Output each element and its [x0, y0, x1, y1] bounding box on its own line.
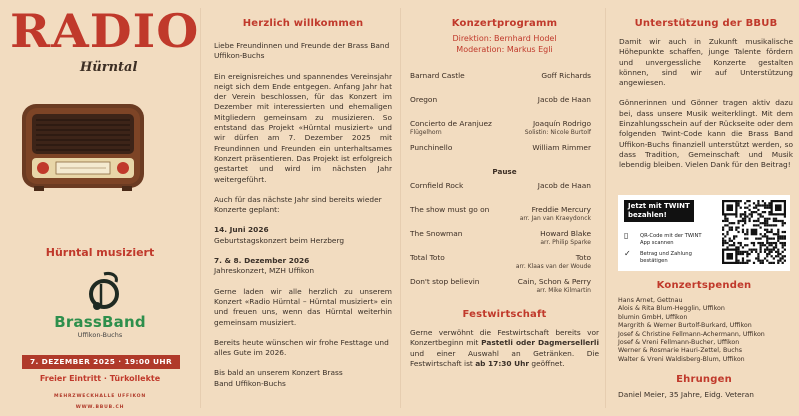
- composer-name: Jacob de Haan: [537, 95, 591, 104]
- program-part-2: [410, 181, 599, 301]
- piece-title: [410, 119, 492, 136]
- program-panel: [400, 0, 605, 416]
- composer-name: Howard Blake: [540, 229, 591, 238]
- composer-name: Cain, Schon & Perry: [517, 277, 591, 286]
- piece-title: [410, 277, 480, 286]
- piece-name: Oregon: [410, 95, 438, 104]
- piece-composer: [538, 181, 591, 190]
- fest-food: Pastetli oder Dagmersellerli: [481, 338, 599, 348]
- piece-name: Punchinello: [410, 143, 453, 152]
- piece-title: [410, 95, 437, 104]
- program-item: [410, 253, 599, 277]
- honors-title: Ehrungen: [676, 374, 732, 386]
- event-2-date: 7. & 8. Dezember 2026: [214, 256, 310, 266]
- piece-title: [410, 229, 462, 238]
- piece-composer: [520, 205, 591, 222]
- piece-composer: [538, 95, 591, 104]
- fest-time: ab 17:30 Uhr: [475, 358, 530, 368]
- donor-item: Josef & Christine Fellmann-Achermann, Uffikon: [618, 330, 765, 338]
- support-paragraph-1: Damit wir auch in Zukunft musikalische Höhepunkte schaffen, junge Talente fördern und unvergessliche Konzerte gestalten können, sind wir auf Unterstützung angewiesen.: [619, 37, 793, 88]
- piece-composer: [532, 143, 591, 152]
- piece-name: Barnard Castle: [410, 71, 465, 80]
- piece-composer: [518, 277, 591, 294]
- arranger-name: Solistin: Nicole Burtolf: [524, 129, 591, 136]
- donations-section: [618, 280, 790, 401]
- event-1-date: 14. Juni 2026: [214, 225, 269, 235]
- festwirtschaft-title: Festwirtschaft: [462, 309, 547, 320]
- program-item: [410, 95, 599, 119]
- checkmark-icon: ✓: [624, 249, 631, 258]
- arranger-name: arr. Klaas van der Woude: [515, 263, 591, 270]
- piece-composer: [516, 253, 591, 270]
- program-item: [410, 181, 599, 205]
- program-item: [410, 229, 599, 253]
- welcome-paragraph-2: Auch für das nächste Jahr sind bereits wieder Konzerte geplant:: [214, 194, 382, 215]
- piece-title: [410, 143, 452, 152]
- welcome-salutation: Liebe Freundinnen und Freunde der Brass Band Uffikon-Buchs: [214, 41, 390, 61]
- piece-name: The Snowman: [410, 229, 463, 238]
- program-item: [410, 277, 599, 301]
- moderation-text: Moderation: Markus Egli: [456, 45, 553, 54]
- donor-item: Werner & Rosmarie Hauri-Zettel, Buchs: [618, 347, 743, 355]
- twint-title-line-1: Jetzt mit TWINT: [628, 202, 690, 210]
- twint-step-2-text: Betrag und Zahlung bestätigen: [640, 251, 692, 264]
- twint-title: [624, 200, 694, 222]
- composer-name: Jacob de Haan: [537, 181, 591, 190]
- event-2-desc: Jahreskonzert, MZH Uffikon: [214, 266, 315, 276]
- donor-item: blumin GmbH, Uffikon: [618, 313, 688, 321]
- project-title: Hürntal musiziert: [45, 246, 155, 259]
- program-item: [410, 143, 599, 167]
- composer-name: Freddie Mercury: [531, 205, 591, 214]
- welcome-paragraph-1: Ein ereignisreiches und spannendes Vereinsjahr neigt sich dem Ende entgegen. Anfang Jahr hat der Verein beschlossen, für das Konzert im Dezember mit interessierten und ehemaligen Mitgliedern gemeinsam zu musizieren. So entstand das Projekt «Hürntal musiziert» und wir dürfen am 7. Dezember 2025 mit Freundinnen und Freunden ein unterhaltsames Konzert präsentieren. Das Projekt ist erfolgreich gestartet und wird im nächsten Jahr weitergeführt.: [214, 71, 392, 184]
- composer-name: Joaquín Rodrigo: [532, 119, 591, 128]
- composer-name: Toto: [575, 253, 591, 262]
- donor-item: Hans Arnet, Gettnau: [618, 297, 683, 304]
- radio-logo-title: RADIO: [10, 4, 200, 58]
- donor-item: Josef & Vreni Fellmann-Bucher, Uffikon: [618, 339, 740, 347]
- website-link[interactable]: WWW.BBUB.CH: [75, 405, 125, 410]
- event-1-desc: Geburtstagskonzert beim Herzberg: [214, 235, 345, 245]
- donations-title: Konzertspenden: [656, 280, 752, 291]
- welcome-paragraph-4: Bereits heute wünschen wir frohe Festtage und alles Gute im 2026.: [214, 337, 389, 358]
- free-entry-text: Freier Eintritt · Türkollekte: [39, 374, 161, 383]
- piece-title: [410, 181, 463, 190]
- piece-name: Total Toto: [410, 253, 445, 262]
- radio-logo-subtitle: Hürntal: [80, 60, 138, 75]
- program-item: [410, 119, 599, 143]
- twint-step-1-text: QR-Code mit der TWINT App scannen: [640, 233, 702, 246]
- composer-name: Goff Richards: [541, 71, 591, 80]
- donors-list: [618, 297, 790, 364]
- festwirtschaft-text: [410, 328, 599, 369]
- donor-item: Margrith & Werner Burtolf-Burkard, Uffikon: [618, 322, 752, 330]
- fest-text-a: Gerne verwöhnt die Festwirtschaft bereits vor Konzertbeginn mit: [410, 328, 599, 348]
- composer-name: William Rimmer: [532, 143, 591, 152]
- phone-icon: ▯: [624, 231, 629, 240]
- program-title: Konzertprogramm: [451, 18, 558, 29]
- twint-qr-code[interactable]: [722, 200, 786, 264]
- brass-band-name: BrassBand: [54, 313, 146, 331]
- fest-text-e: geöffnet.: [529, 358, 565, 368]
- program-item: [410, 205, 599, 229]
- arranger-name: arr. Philip Sparke: [540, 239, 591, 246]
- piece-title: [410, 71, 465, 80]
- piece-title: [410, 205, 489, 214]
- pause-label: Pause: [492, 167, 517, 176]
- welcome-paragraph-3: Gerne laden wir alle herzlich zu unserem Konzert «Radio Hürntal – Hürntal musiziert» ein und freuen uns, wenn das Hürntal weiterhin gemeinsam musiziert.: [214, 286, 392, 327]
- piece-composer: [525, 119, 591, 136]
- twint-title-line-2: bezahlen!: [628, 211, 667, 219]
- twint-step-scan: [624, 233, 710, 247]
- welcome-panel: [200, 0, 400, 416]
- piece-instrument: Flügelhorn: [410, 129, 442, 136]
- piece-composer: [541, 71, 591, 80]
- program-part-1: [410, 71, 599, 167]
- venue-text: MEHRZWECKHALLE UFFIKON: [54, 394, 146, 399]
- honors-text: Daniel Meier, 35 Jahre, Eidg. Veteran: [618, 390, 754, 400]
- donor-item: Alois & Rita Blum-Hegglin, Uffikon: [618, 305, 725, 313]
- piece-name: Don't stop believin: [410, 277, 480, 286]
- welcome-title: Herzlich willkommen: [242, 18, 364, 29]
- twint-payment-box[interactable]: [618, 195, 790, 271]
- piece-name: Cornfield Rock: [410, 181, 464, 190]
- arranger-name: arr. Jan van Kraeydonck: [519, 215, 591, 222]
- program-item: [410, 71, 599, 95]
- donor-item: Walter & Vreni Waldisberg-Blum, Uffikon: [618, 355, 745, 363]
- piece-name: Concierto de Aranjuez: [410, 119, 492, 128]
- cover-panel: [0, 0, 200, 416]
- vintage-radio-illustration: [18, 100, 148, 192]
- brass-band-subtitle: Uffikon-Buchs: [77, 331, 123, 339]
- welcome-signoff: Bis bald an unserem Konzert Brass Band Uffikon-Buchs: [214, 368, 343, 388]
- support-paragraph-2: Gönnerinnen und Gönner tragen aktiv dazu bei, dass unsere Musik weiterklingt. Mit dem Einzahlungsschein auf der Rückseite oder dem folgenden Twint-Code kann die Brass Band Uffikon-Buchs finanziell unterstützt werden, so dass Tradition, Gemeinschaft und Musik lebendig bleiben. Vielen Dank für den Beitrag!: [619, 98, 793, 170]
- support-title: Unterstützung der BBUB: [634, 18, 778, 29]
- arranger-name: arr. Mike Kilmartin: [536, 287, 591, 294]
- concert-date-bar: 7. DEZEMBER 2025 · 19:00 UHR: [22, 355, 180, 369]
- piece-title: [410, 253, 445, 262]
- fest-text-c: und einer Auswahl an Getränken. Die Festwirtschaft ist: [410, 348, 599, 368]
- twint-step-confirm: [624, 251, 710, 265]
- direction-text: Direktion: Bernhard Hodel: [452, 34, 557, 43]
- piece-name: The show must go on: [410, 205, 490, 214]
- piece-composer: [540, 229, 591, 246]
